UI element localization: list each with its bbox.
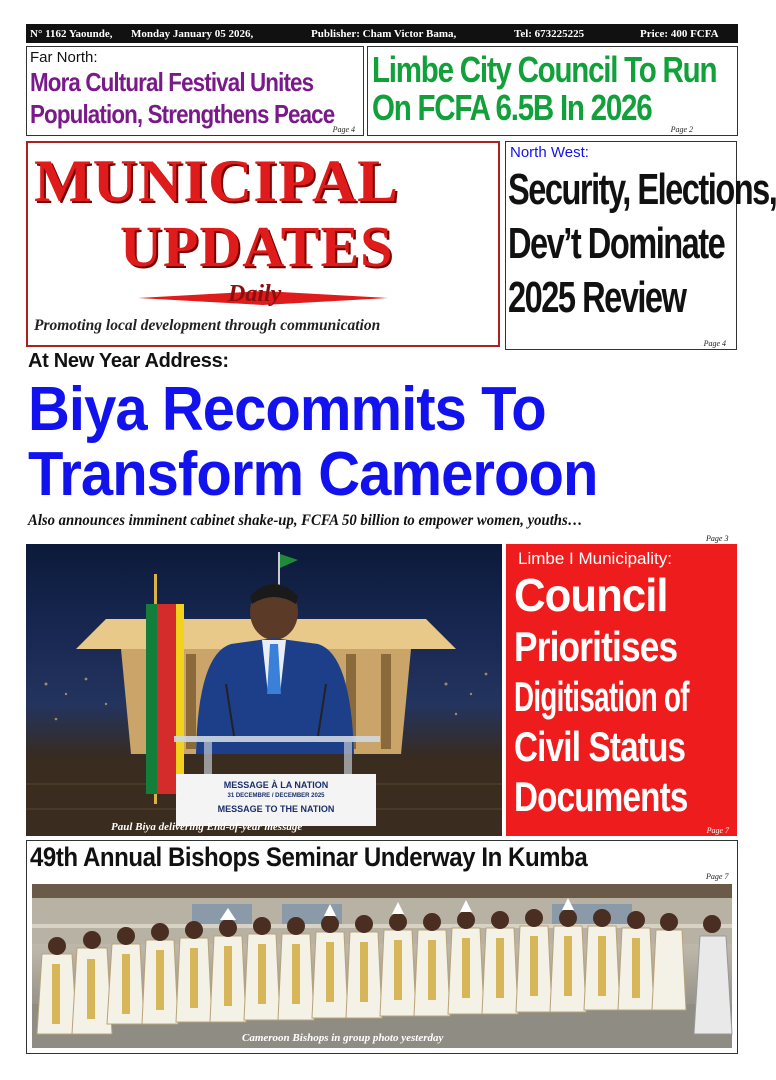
limbe-council-story[interactable]: [367, 46, 738, 136]
bishops-photo-caption: Cameroon Bishops in group photo yesterday: [242, 1032, 444, 1044]
logo-slogan: Promoting local development through communication: [34, 317, 381, 334]
bishops-group-illustration: [32, 884, 732, 1048]
far-north-page-ref: Page 4: [332, 125, 355, 134]
north-west-line-1: Security, Elections,: [508, 165, 776, 214]
lead-kicker: At New Year Address:: [28, 350, 229, 372]
bishops-page-ref: Page 7: [706, 872, 729, 881]
logo-daily: Daily: [228, 281, 282, 307]
podium-text-3: MESSAGE TO THE NATION: [217, 804, 335, 814]
masthead-bar: [26, 24, 738, 43]
north-west-line-3: 2025 Review: [508, 273, 686, 322]
newspaper-logo[interactable]: [26, 141, 500, 347]
logo-word-updates: UPDATES: [120, 214, 394, 279]
bishops-photo[interactable]: [32, 884, 732, 1048]
podium-text-1: MESSAGE À LA NATION: [223, 780, 329, 790]
lead-photo-caption: Paul Biya delivering End-of-year message: [111, 821, 303, 833]
podium-text-2: 31 DECEMBRE / DECEMBER 2025: [227, 793, 325, 799]
limbe-one-line-3: Digitisation of: [514, 673, 689, 720]
logo-word-municipal: MUNICIPAL: [34, 148, 400, 214]
lead-headline-1[interactable]: Biya Recommits To: [28, 375, 546, 444]
limbe-one-line-4: Civil Status: [514, 723, 686, 770]
limbe-council-page-ref: Page 2: [670, 125, 693, 134]
limbe-one-story[interactable]: [506, 544, 737, 836]
north-west-story[interactable]: [505, 141, 776, 350]
far-north-headline-1: Mora Cultural Festival Unites: [30, 67, 314, 97]
price: Price: 400 FCFA: [640, 27, 719, 40]
north-west-kicker: North West:: [510, 144, 589, 161]
lead-deck: Also announces imminent cabinet shake-up, FCFA 50 billion to empower women, youths…: [28, 512, 583, 529]
far-north-kicker: Far North:: [30, 49, 98, 66]
limbe-one-page-ref: Page 7: [706, 826, 729, 835]
issue-number: N° 1162 Yaounde,: [30, 27, 113, 40]
lead-headline-2[interactable]: Transform Cameroon: [28, 440, 598, 509]
lead-photo[interactable]: [26, 544, 502, 836]
limbe-one-kicker: Limbe I Municipality:: [518, 549, 673, 568]
limbe-one-line-1: Council: [514, 569, 668, 621]
limbe-council-headline-1: Limbe City Council To Run: [372, 49, 717, 90]
far-north-headline-2: Population, Strengthens Peace: [30, 99, 335, 129]
telephone: Tel: 673225225: [514, 27, 585, 40]
bishops-headline[interactable]: 49th Annual Bishops Seminar Underway In Kumba: [30, 842, 588, 872]
limbe-one-line-2: Prioritises: [514, 623, 678, 670]
north-west-page-ref: Page 4: [703, 339, 726, 348]
limbe-one-line-5: Documents: [514, 773, 688, 820]
issue-date: Monday January 05 2026,: [131, 27, 254, 40]
limbe-council-headline-2: On FCFA 6.5B In 2026: [372, 87, 652, 128]
publisher: Publisher: Cham Victor Bama,: [311, 27, 457, 40]
lead-page-ref: Page 3: [706, 534, 729, 543]
north-west-line-2: Dev’t Dominate: [508, 219, 725, 268]
far-north-story[interactable]: [26, 46, 364, 136]
